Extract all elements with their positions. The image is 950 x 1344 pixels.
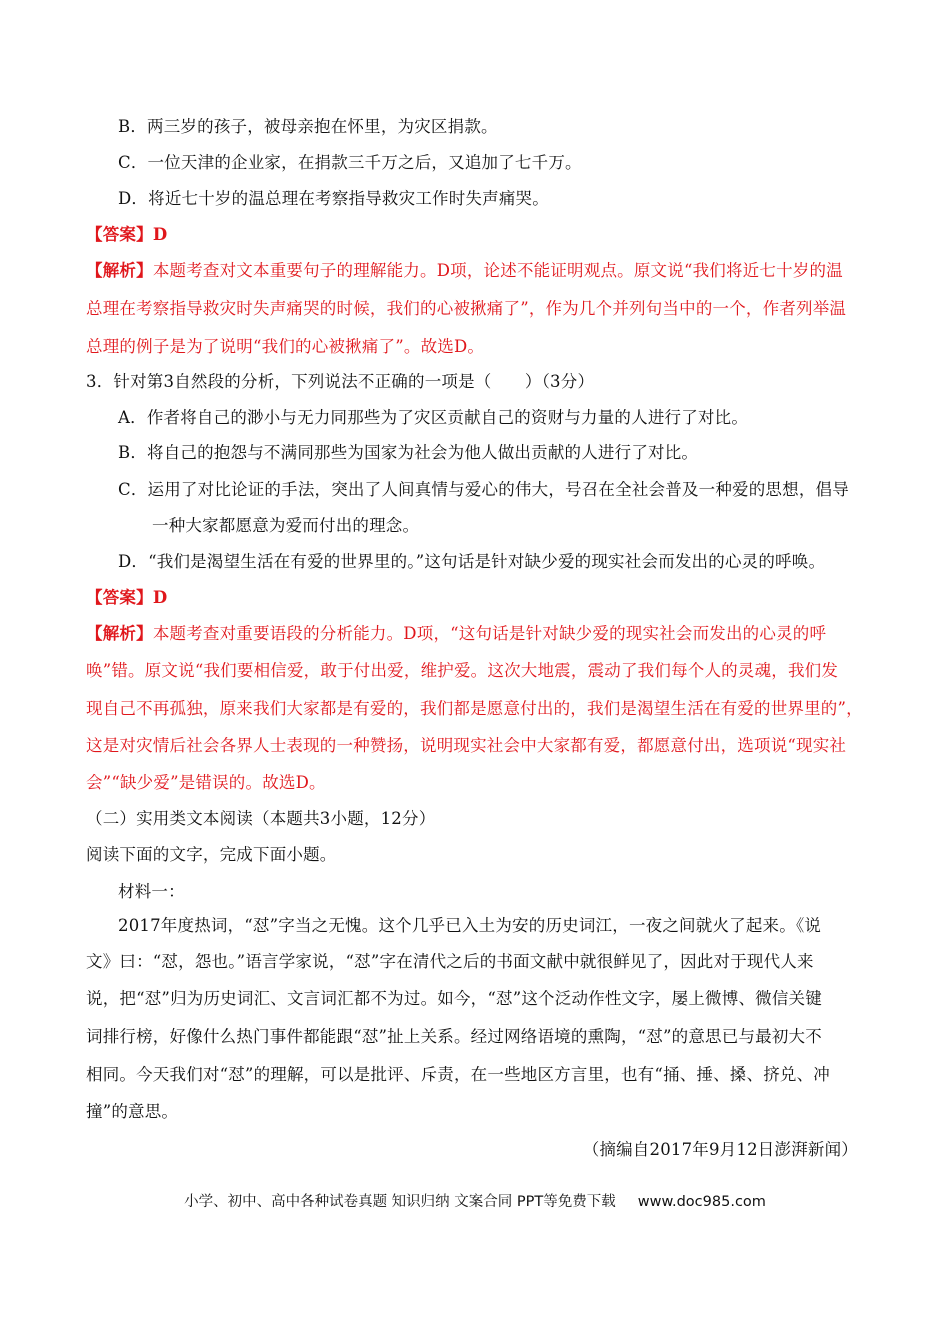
material-line-3: 说，把“怼”归为历史词汇、文言词汇都不为过。如今，“怼”这个泛动作性文字，屡上微博、微信关键 xyxy=(86,989,822,1008)
analysis-label: 【解析】 xyxy=(86,261,153,280)
q2-analysis-line-1 xyxy=(86,259,843,283)
page-footer xyxy=(0,1190,950,1211)
q3-analysis-line-2: 唤”错。原文说“我们要相信爱，敢于付出爱，维护爱。这次大地震，震动了我们每个人的灵魂，我们发 xyxy=(86,661,839,680)
q3-option-a: A．作者将自己的渺小与无力同那些为了灾区贡献自己的资财与力量的人进行了对比。 xyxy=(118,408,749,427)
material-line-5: 相同。今天我们对“怼”的理解，可以是批评、斥责，在一些地区方言里，也有“捅、捶、搡、挤兑、冲 xyxy=(86,1065,831,1084)
q3-analysis-line-3: 现自己不再孤独，原来我们大家都是有爱的，我们都是愿意付出的，我们是渴望生活在有爱的世界里的”， xyxy=(86,699,863,718)
section-heading: （二）实用类文本阅读（本题共3小题，12分） xyxy=(86,809,436,828)
q3-analysis-line-4: 这是对灾情后社会各界人士表现的一种赞扬，说明现实社会中大家都有爱，都愿意付出，选项说“现实社 xyxy=(86,736,847,755)
material-source: （摘编自2017年9月12日澎湃新闻） xyxy=(582,1140,858,1159)
q2-analysis-line-3: 总理的例子是为了说明“我们的心被揪痛了”。故选D。 xyxy=(86,337,485,356)
q2-option-c: C．一位天津的企业家，在捐款三千万之后，又追加了七千万。 xyxy=(118,153,582,172)
material-line-4: 词排行榜，好像什么热门事件都能跟“怼”扯上关系。经过网络语境的熏陶，“怼”的意思已与最初大不 xyxy=(86,1027,822,1046)
q3-answer xyxy=(86,586,167,610)
q3-option-b: B．将自己的抱怨与不满同那些为国家为社会为他人做出贡献的人进行了对比。 xyxy=(118,443,699,462)
material-line-6: 撞”的意思。 xyxy=(86,1102,179,1121)
material-line-1: 2017年度热词，“怼”字当之无愧。这个几乎已入土为安的历史词江，一夜之间就火了起来。《说 xyxy=(118,916,822,935)
q3-option-d: D．“我们是渴望生活在有爱的世界里的。”这句话是针对缺少爱的现实社会而发出的心灵的呼唤。 xyxy=(118,552,826,571)
q2-option-d: D．将近七十岁的温总理在考察指导救灾工作时失声痛哭。 xyxy=(118,189,549,208)
analysis-text: 本题考查对文本重要句子的理解能力。D项，论述不能证明观点。原文说“我们将近七十岁的温 xyxy=(152,261,843,280)
q3-analysis-line-5: 会”“缺少爱”是错误的。故选D。 xyxy=(86,773,326,792)
footer-text: 小学、初中、高中各种试卷真题 知识归纳 文案合同 PPT等免费下载 xyxy=(184,1194,616,1210)
q2-analysis-line-2: 总理在考察指导救灾时失声痛哭的时候，我们的心被揪痛了”，作为几个并列句当中的一个，作者列举温 xyxy=(86,299,847,318)
q2-option-b: B．两三岁的孩子，被母亲抱在怀里，为灾区捐款。 xyxy=(118,117,498,136)
q3-option-c: C．运用了对比论证的手法，突出了人间真情与爱心的伟大，号召在全社会普及一种爱的思想，倡导 xyxy=(118,480,849,499)
q3-stem: 3．针对第3自然段的分析，下列说法不正确的一项是（ ）（3分） xyxy=(86,372,595,391)
answer-value: D xyxy=(152,588,168,607)
q3-option-c-cont: 一种大家都愿意为爱而付出的理念。 xyxy=(152,516,420,535)
answer-label: 【答案】 xyxy=(86,225,153,244)
footer-url: www.doc985.com xyxy=(637,1194,766,1210)
analysis-label: 【解析】 xyxy=(86,624,153,643)
material-line-2: 文》曰：“怼，怨也。”语言学家说，“怼”字在清代之后的书面文献中就很鲜见了，因此对于现代人来 xyxy=(86,952,814,971)
answer-label: 【答案】 xyxy=(86,588,153,607)
q3-analysis-line-1 xyxy=(86,622,826,646)
section-instruction: 阅读下面的文字，完成下面小题。 xyxy=(86,845,337,864)
q2-answer xyxy=(86,223,167,247)
material-label: 材料一： xyxy=(118,882,185,901)
answer-value: D xyxy=(152,225,168,244)
analysis-text: 本题考查对重要语段的分析能力。D项，“这句话是针对缺少爱的现实社会而发出的心灵的呼 xyxy=(152,624,827,643)
